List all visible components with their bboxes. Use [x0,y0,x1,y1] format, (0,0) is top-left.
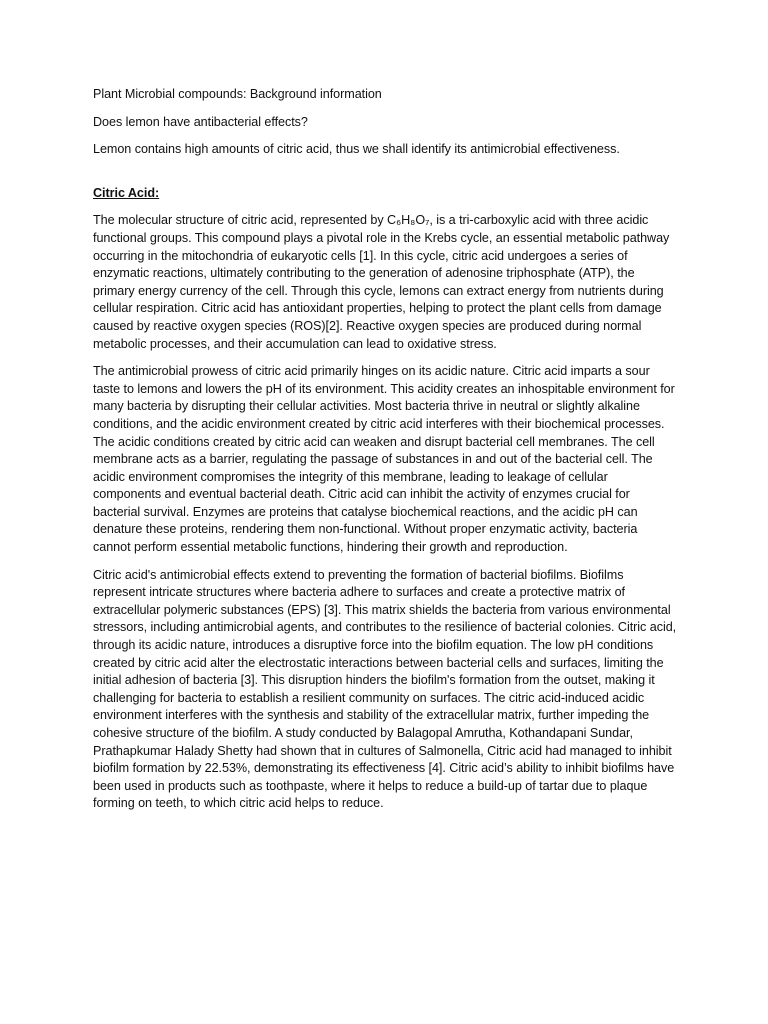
section-heading-citric-acid: Citric Acid: [93,185,160,200]
paragraph-structure: The molecular structure of citric acid, represented by C₆H₈O₇, is a tri-carboxylic acid with three acidic functional groups. This compound plays a pivotal role in the Krebs cycle, an essential metabolic pathway occurring in the mitochondria of eukaryotic cells [1]. In this cycle, citric acid undergoes a series of enzymatic reactions, ultimately contributing to the generation of adenosine triphosphate (ATP), the primary energy currency of the cell. Through this cycle, lemons can extract energy from nutrients during cellular respiration. Citric acid has antioxidant properties, helping to protect the plant cells from damage caused by reactive oxygen species (ROS)[2]. Reactive oxygen species are produced during normal metabolic processes, and their accumulation can lead to oxidative stress. [93,213,670,351]
research-question: Does lemon have antibacterial effects? [93,114,308,129]
paragraph-biofilms: Citric acid's antimicrobial effects extend to preventing the formation of bacterial biofilms. Biofilms represent intricate structures where bacteria adhere to surfaces and create a protective matrix of extracellular polymeric substances (EPS) [3]. This matrix shields the bacteria from various environmental stressors, including antimicrobial agents, and contributes to the resilience of bacterial colonies. Citric acid, through its acidic nature, introduces a disruptive force into the biofilm equation. The low pH conditions created by citric acid alter the electrostatic interactions between bacterial cells and surfaces, limiting the initial adhesion of bacteria [3]. This disruption hinders the biofilm's formation from the outset, making it challenging for bacteria to establish a resilient community on surfaces. The citric acid-induced acidic environment interferes with the synthesis and stability of the extracellular matrix, further impeding the cohesive structure of the biofilm. A study conducted by Balagopal Amrutha, Kothandapani Sundar, Prathapkumar Halady Shetty had shown that in cultures of Salmonella, Citric acid had managed to inhibit biofilm formation by 22.53%, demonstrating its effectiveness [4]. Citric acid’s ability to inhibit biofilms have been used in products such as toothpaste, where it helps to reduce a build-up of tartar due to plaque forming on teeth, to which citric acid helps to reduce. [93,567,677,811]
paragraph-antimicrobial: The antimicrobial prowess of citric acid primarily hinges on its acidic nature. Citric acid imparts a sour taste to lemons and lowers the pH of its environment. This acidity creates an inhospitable environment for many bacteria by disrupting their cellular activities. Most bacteria thrive in neutral or slightly alkaline conditions, and the acidic environment created by citric acid interferes with their biochemical processes. The acidic conditions created by citric acid can weaken and disrupt bacterial cell membranes. The cell membrane acts as a barrier, regulating the passage of substances in and out of the bacterial cell. The acidic environment compromises the integrity of this membrane, leading to leakage of cellular components and eventual bacterial death. Citric acid can inhibit the activity of enzymes crucial for bacterial survival. Enzymes are proteins that catalyse biochemical reactions, and the acidic pH can denature these proteins, rendering them non-functional. Without proper enzymatic activity, bacteria cannot perform essential metabolic functions, hindering their growth and reproduction. [93,364,675,555]
document-title: Plant Microbial compounds: Background information [93,87,382,101]
document-body [93,86,677,823]
intro-text: Lemon contains high amounts of citric acid, thus we shall identify its antimicrobial effectiveness. [93,142,620,157]
